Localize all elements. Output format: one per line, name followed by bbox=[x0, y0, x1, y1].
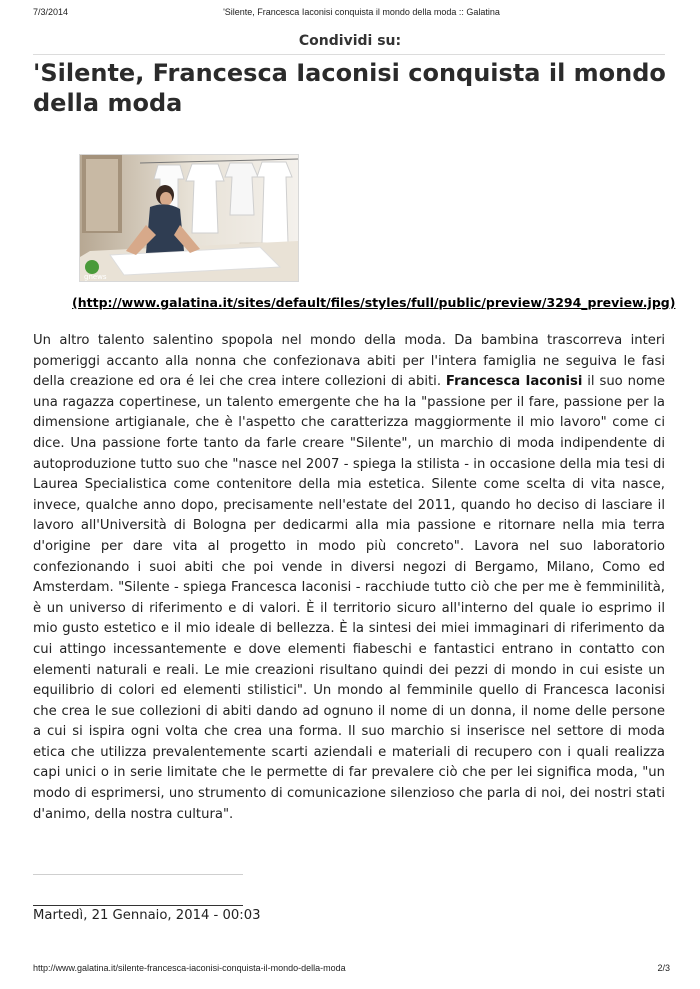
share-label: Condividi su: bbox=[298, 33, 402, 49]
article-photo[interactable] bbox=[79, 154, 299, 282]
photo-watermark: gnews bbox=[84, 273, 107, 281]
photo-illustration bbox=[80, 155, 298, 281]
body-rest: il suo nome una ragazza copertinese, un talento emergente che ha la "passione per il fare, passione per la dimensione artigianale, che è l'aspetto che caratterizza maggiormente il mio lavoro" come ci dice. Una passione forte tanto da farle creare "Silente", un marchio di moda indipendente di autoproduzione tutto suo che "nasce nel 2007 - spiega la stilista - in occasione della mia tesi di Laurea Specialistica come contenitore della mia estetica. Silente come scelta di vita nasce, invece, qualche anno dopo, precisamente nell'estate del 2011, quando ho deciso di lasciare il lavoro all'Università di Bologna per dedicarmi alla mia passione e ritornare nella mia terra d'origine per dare vita al progetto in modo più concreto". Lavora nel suo laboratorio confezionando i suoi abiti che poi vende in diversi negozi di Bergamo, Milano, Como ed Amsterdam. "Silente - spiega Francesca Iaconisi - racchiude tutto ciò che per me è femminilità, è un universo di riferimento e di valori. È il territorio sicuro all'interno del quale io esprimo il mio gusto estetico e il mio ideale di bellezza. È la sintesi dei miei immaginari di riferimento da cui attingo incessantemente e dove elementi fiabeschi e fantastici entrano in contatto con elementi naturali e reali. Le mie creazioni risultano quindi dei pezzi di mondo in cui esiste un equilibrio di colori ed elementi stilistici". Un mondo al femminile quello di Francesca Iaconisi che crea le sue collezioni di abiti dando ad ognuno il nome di un donna, il nome delle persone a cui si ispira ogni volta che crea una forma. Il suo marchio si inserisce nel settore di moda etica che utilizza prevalentemente scarti aziendali e materiali di recupero con i quali realizza capi unici o in serie limitate che le permette di far prevalere ciò che per lei significa moda, "un modo di esprimersi, uno strumento di comunicazione silenzioso che parla di noi, dei nostri stati d'animo, della nostra cultura". bbox=[33, 374, 665, 822]
article-body bbox=[33, 331, 665, 825]
print-url: http://www.galatina.it/silente-francesca-iaconisi-conquista-il-mondo-della-moda bbox=[33, 963, 346, 973]
highlighted-name: Francesca Iaconisi bbox=[445, 374, 583, 390]
publication-date: Martedì, 21 Gennaio, 2014 - 00:03 bbox=[33, 908, 261, 923]
footer-divider bbox=[33, 874, 243, 875]
print-date: 7/3/2014 bbox=[33, 7, 69, 17]
print-header bbox=[33, 7, 690, 19]
date-divider bbox=[33, 905, 243, 906]
body-intro: Un altro talento salentino spopola nel mondo della moda. Da bambina trascorreva interi pomeriggi accanto alla nonna che confezionava abiti per l'intera famiglia ne seguiva le fasi della creazione ed ora é lei che crea intere collezioni di abiti. bbox=[33, 333, 665, 390]
image-source-link[interactable]: (http://www.galatina.it/sites/default/files/styles/full/public/preview/3294_preview.jpg) bbox=[72, 295, 676, 310]
print-footer bbox=[33, 963, 670, 975]
print-page-title: 'Silente, Francesca Iaconisi conquista il mondo della moda :: Galatina bbox=[223, 7, 500, 17]
page-number: 2/3 bbox=[657, 963, 670, 973]
article-headline: 'Silente, Francesca Iaconisi conquista il mondo della moda bbox=[33, 59, 666, 117]
share-divider bbox=[33, 54, 665, 55]
